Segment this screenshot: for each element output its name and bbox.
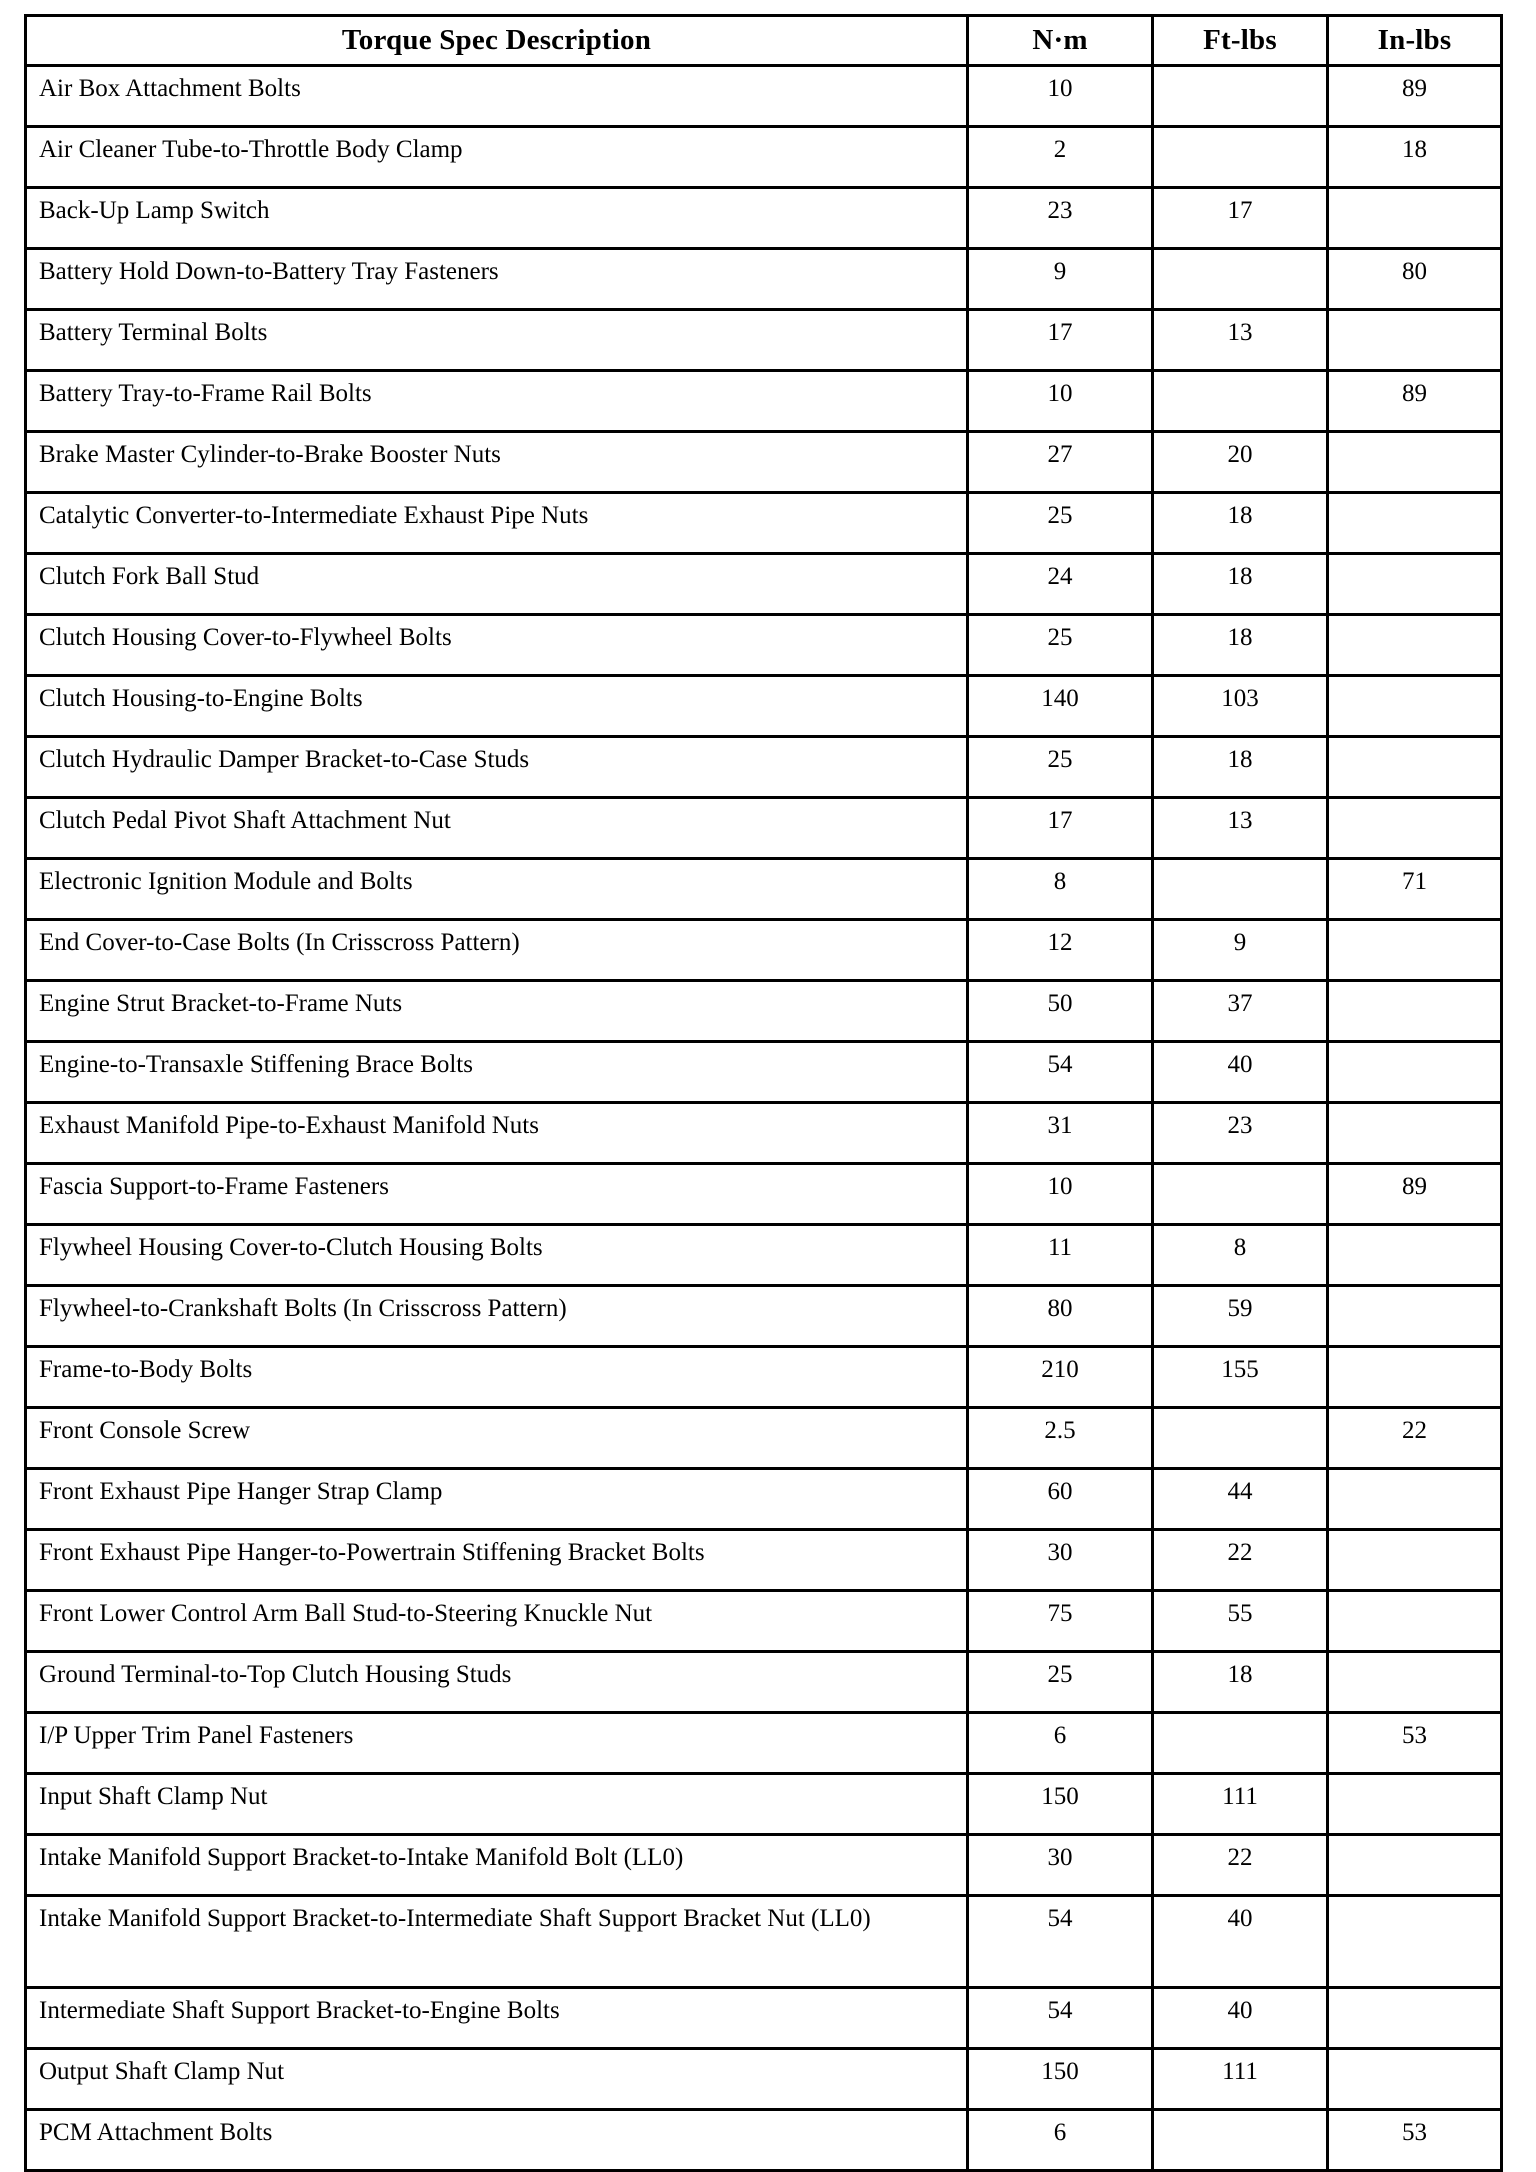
header-description: Torque Spec Description: [26, 16, 968, 66]
cell-in-lbs: [1328, 188, 1502, 249]
cell-ft-lbs: 22: [1153, 1530, 1328, 1591]
cell-in-lbs: [1328, 737, 1502, 798]
cell-nm: 11: [968, 1225, 1153, 1286]
cell-description: Front Console Screw: [26, 1408, 968, 1469]
cell-ft-lbs: 55: [1153, 1591, 1328, 1652]
cell-ft-lbs: 18: [1153, 1652, 1328, 1713]
table-row: [26, 920, 1502, 981]
cell-in-lbs: [1328, 1774, 1502, 1835]
cell-in-lbs: [1328, 310, 1502, 371]
cell-description: Front Exhaust Pipe Hanger-to-Powertrain Stiffening Bracket Bolts: [26, 1530, 968, 1591]
table-row: [26, 1164, 1502, 1225]
cell-in-lbs: [1328, 432, 1502, 493]
cell-in-lbs: 53: [1328, 1713, 1502, 1774]
table-row: [26, 2110, 1502, 2171]
cell-ft-lbs: [1153, 859, 1328, 920]
cell-in-lbs: [1328, 1835, 1502, 1896]
cell-nm: 17: [968, 798, 1153, 859]
cell-description: Engine Strut Bracket-to-Frame Nuts: [26, 981, 968, 1042]
cell-ft-lbs: 9: [1153, 920, 1328, 981]
table-row: [26, 432, 1502, 493]
cell-in-lbs: 89: [1328, 66, 1502, 127]
cell-ft-lbs: 13: [1153, 798, 1328, 859]
cell-description: Ground Terminal-to-Top Clutch Housing Studs: [26, 1652, 968, 1713]
cell-ft-lbs: 20: [1153, 432, 1328, 493]
cell-in-lbs: 53: [1328, 2110, 1502, 2171]
cell-nm: 2.5: [968, 1408, 1153, 1469]
cell-in-lbs: [1328, 676, 1502, 737]
table-row: [26, 1408, 1502, 1469]
table-row: [26, 1103, 1502, 1164]
table-row: [26, 1591, 1502, 1652]
cell-nm: 10: [968, 66, 1153, 127]
cell-ft-lbs: [1153, 1713, 1328, 1774]
cell-nm: 140: [968, 676, 1153, 737]
cell-nm: 80: [968, 1286, 1153, 1347]
header-ft-lbs: Ft-lbs: [1153, 16, 1328, 66]
cell-ft-lbs: 40: [1153, 1896, 1328, 1988]
table-row: [26, 1286, 1502, 1347]
cell-description: Exhaust Manifold Pipe-to-Exhaust Manifold Nuts: [26, 1103, 968, 1164]
cell-description: Intermediate Shaft Support Bracket-to-Engine Bolts: [26, 1988, 968, 2049]
cell-in-lbs: [1328, 1469, 1502, 1530]
cell-in-lbs: [1328, 1103, 1502, 1164]
table-row: [26, 127, 1502, 188]
table-row: [26, 859, 1502, 920]
cell-ft-lbs: 8: [1153, 1225, 1328, 1286]
cell-ft-lbs: 111: [1153, 2049, 1328, 2110]
cell-nm: 24: [968, 554, 1153, 615]
table-row: [26, 1225, 1502, 1286]
table-row: [26, 1835, 1502, 1896]
cell-nm: 10: [968, 371, 1153, 432]
cell-description: Intake Manifold Support Bracket-to-Intake Manifold Bolt (LL0): [26, 1835, 968, 1896]
cell-in-lbs: [1328, 1530, 1502, 1591]
cell-in-lbs: [1328, 920, 1502, 981]
cell-in-lbs: [1328, 981, 1502, 1042]
cell-description: Back-Up Lamp Switch: [26, 188, 968, 249]
cell-ft-lbs: 103: [1153, 676, 1328, 737]
cell-in-lbs: 89: [1328, 371, 1502, 432]
cell-nm: 9: [968, 249, 1153, 310]
cell-ft-lbs: 37: [1153, 981, 1328, 1042]
cell-description: Clutch Housing-to-Engine Bolts: [26, 676, 968, 737]
table-row: [26, 798, 1502, 859]
cell-nm: 75: [968, 1591, 1153, 1652]
cell-ft-lbs: 155: [1153, 1347, 1328, 1408]
cell-nm: 210: [968, 1347, 1153, 1408]
cell-description: Air Box Attachment Bolts: [26, 66, 968, 127]
cell-nm: 12: [968, 920, 1153, 981]
table-row: [26, 249, 1502, 310]
table-row: [26, 554, 1502, 615]
table-row: [26, 1042, 1502, 1103]
cell-in-lbs: [1328, 1896, 1502, 1988]
table-row: [26, 493, 1502, 554]
cell-ft-lbs: 18: [1153, 737, 1328, 798]
table-row: [26, 981, 1502, 1042]
cell-in-lbs: [1328, 615, 1502, 676]
cell-ft-lbs: 40: [1153, 1042, 1328, 1103]
table-row: [26, 615, 1502, 676]
table-row: [26, 371, 1502, 432]
cell-description: Battery Hold Down-to-Battery Tray Fasteners: [26, 249, 968, 310]
cell-ft-lbs: 23: [1153, 1103, 1328, 1164]
cell-nm: 2: [968, 127, 1153, 188]
cell-nm: 31: [968, 1103, 1153, 1164]
table-row: [26, 1988, 1502, 2049]
cell-ft-lbs: 111: [1153, 1774, 1328, 1835]
cell-in-lbs: [1328, 1225, 1502, 1286]
torque-spec-table: [24, 14, 1503, 2172]
table-row: [26, 2049, 1502, 2110]
cell-in-lbs: [1328, 1042, 1502, 1103]
cell-nm: 25: [968, 737, 1153, 798]
table-header-row: [26, 16, 1502, 66]
table-row: [26, 1896, 1502, 1988]
cell-ft-lbs: [1153, 127, 1328, 188]
table-row: [26, 310, 1502, 371]
cell-nm: 54: [968, 1042, 1153, 1103]
cell-nm: 10: [968, 1164, 1153, 1225]
cell-ft-lbs: 40: [1153, 1988, 1328, 2049]
cell-in-lbs: 71: [1328, 859, 1502, 920]
cell-ft-lbs: 18: [1153, 554, 1328, 615]
cell-description: Electronic Ignition Module and Bolts: [26, 859, 968, 920]
cell-description: Clutch Fork Ball Stud: [26, 554, 968, 615]
cell-nm: 6: [968, 2110, 1153, 2171]
cell-nm: 6: [968, 1713, 1153, 1774]
cell-in-lbs: [1328, 1347, 1502, 1408]
table-row: [26, 66, 1502, 127]
cell-description: Fascia Support-to-Frame Fasteners: [26, 1164, 968, 1225]
cell-ft-lbs: 59: [1153, 1286, 1328, 1347]
cell-description: PCM Attachment Bolts: [26, 2110, 968, 2171]
cell-description: Front Exhaust Pipe Hanger Strap Clamp: [26, 1469, 968, 1530]
cell-nm: 25: [968, 1652, 1153, 1713]
cell-description: Battery Tray-to-Frame Rail Bolts: [26, 371, 968, 432]
cell-nm: 150: [968, 1774, 1153, 1835]
header-in-lbs: In-lbs: [1328, 16, 1502, 66]
cell-description: Flywheel-to-Crankshaft Bolts (In Crisscross Pattern): [26, 1286, 968, 1347]
cell-ft-lbs: [1153, 1408, 1328, 1469]
cell-ft-lbs: [1153, 371, 1328, 432]
cell-nm: 17: [968, 310, 1153, 371]
cell-description: Input Shaft Clamp Nut: [26, 1774, 968, 1835]
cell-description: Brake Master Cylinder-to-Brake Booster Nuts: [26, 432, 968, 493]
cell-description: Intake Manifold Support Bracket-to-Intermediate Shaft Support Bracket Nut (LL0): [26, 1896, 968, 1988]
table-row: [26, 1530, 1502, 1591]
cell-nm: 30: [968, 1835, 1153, 1896]
cell-description: Output Shaft Clamp Nut: [26, 2049, 968, 2110]
cell-ft-lbs: [1153, 66, 1328, 127]
cell-description: Engine-to-Transaxle Stiffening Brace Bolts: [26, 1042, 968, 1103]
cell-description: Battery Terminal Bolts: [26, 310, 968, 371]
cell-ft-lbs: 13: [1153, 310, 1328, 371]
cell-nm: 25: [968, 615, 1153, 676]
cell-in-lbs: 22: [1328, 1408, 1502, 1469]
cell-nm: 27: [968, 432, 1153, 493]
table-row: [26, 1652, 1502, 1713]
cell-in-lbs: [1328, 1988, 1502, 2049]
cell-nm: 30: [968, 1530, 1153, 1591]
table-row: [26, 1469, 1502, 1530]
cell-in-lbs: [1328, 493, 1502, 554]
cell-nm: 23: [968, 188, 1153, 249]
cell-ft-lbs: 22: [1153, 1835, 1328, 1896]
header-nm: N·m: [968, 16, 1153, 66]
cell-nm: 54: [968, 1896, 1153, 1988]
table-row: [26, 188, 1502, 249]
cell-description: Clutch Housing Cover-to-Flywheel Bolts: [26, 615, 968, 676]
cell-in-lbs: 89: [1328, 1164, 1502, 1225]
cell-ft-lbs: 18: [1153, 493, 1328, 554]
cell-in-lbs: [1328, 2049, 1502, 2110]
cell-description: Clutch Pedal Pivot Shaft Attachment Nut: [26, 798, 968, 859]
cell-ft-lbs: 18: [1153, 615, 1328, 676]
cell-in-lbs: 80: [1328, 249, 1502, 310]
cell-nm: 50: [968, 981, 1153, 1042]
cell-in-lbs: [1328, 1652, 1502, 1713]
table-row: [26, 676, 1502, 737]
table-row: [26, 1774, 1502, 1835]
cell-ft-lbs: [1153, 2110, 1328, 2171]
cell-description: Air Cleaner Tube-to-Throttle Body Clamp: [26, 127, 968, 188]
cell-nm: 60: [968, 1469, 1153, 1530]
table-row: [26, 737, 1502, 798]
cell-ft-lbs: [1153, 1164, 1328, 1225]
cell-in-lbs: [1328, 798, 1502, 859]
cell-ft-lbs: [1153, 249, 1328, 310]
cell-ft-lbs: 17: [1153, 188, 1328, 249]
table-row: [26, 1347, 1502, 1408]
cell-nm: 150: [968, 2049, 1153, 2110]
cell-description: Catalytic Converter-to-Intermediate Exhaust Pipe Nuts: [26, 493, 968, 554]
table-row: [26, 1713, 1502, 1774]
torque-spec-page: [24, 14, 1500, 2172]
cell-description: End Cover-to-Case Bolts (In Crisscross Pattern): [26, 920, 968, 981]
cell-nm: 8: [968, 859, 1153, 920]
cell-in-lbs: [1328, 1286, 1502, 1347]
cell-nm: 25: [968, 493, 1153, 554]
cell-description: Flywheel Housing Cover-to-Clutch Housing Bolts: [26, 1225, 968, 1286]
cell-nm: 54: [968, 1988, 1153, 2049]
cell-in-lbs: [1328, 554, 1502, 615]
cell-description: I/P Upper Trim Panel Fasteners: [26, 1713, 968, 1774]
cell-in-lbs: 18: [1328, 127, 1502, 188]
table-body: [26, 66, 1502, 2171]
cell-description: Frame-to-Body Bolts: [26, 1347, 968, 1408]
cell-description: Clutch Hydraulic Damper Bracket-to-Case Studs: [26, 737, 968, 798]
cell-ft-lbs: 44: [1153, 1469, 1328, 1530]
cell-in-lbs: [1328, 1591, 1502, 1652]
cell-description: Front Lower Control Arm Ball Stud-to-Steering Knuckle Nut: [26, 1591, 968, 1652]
